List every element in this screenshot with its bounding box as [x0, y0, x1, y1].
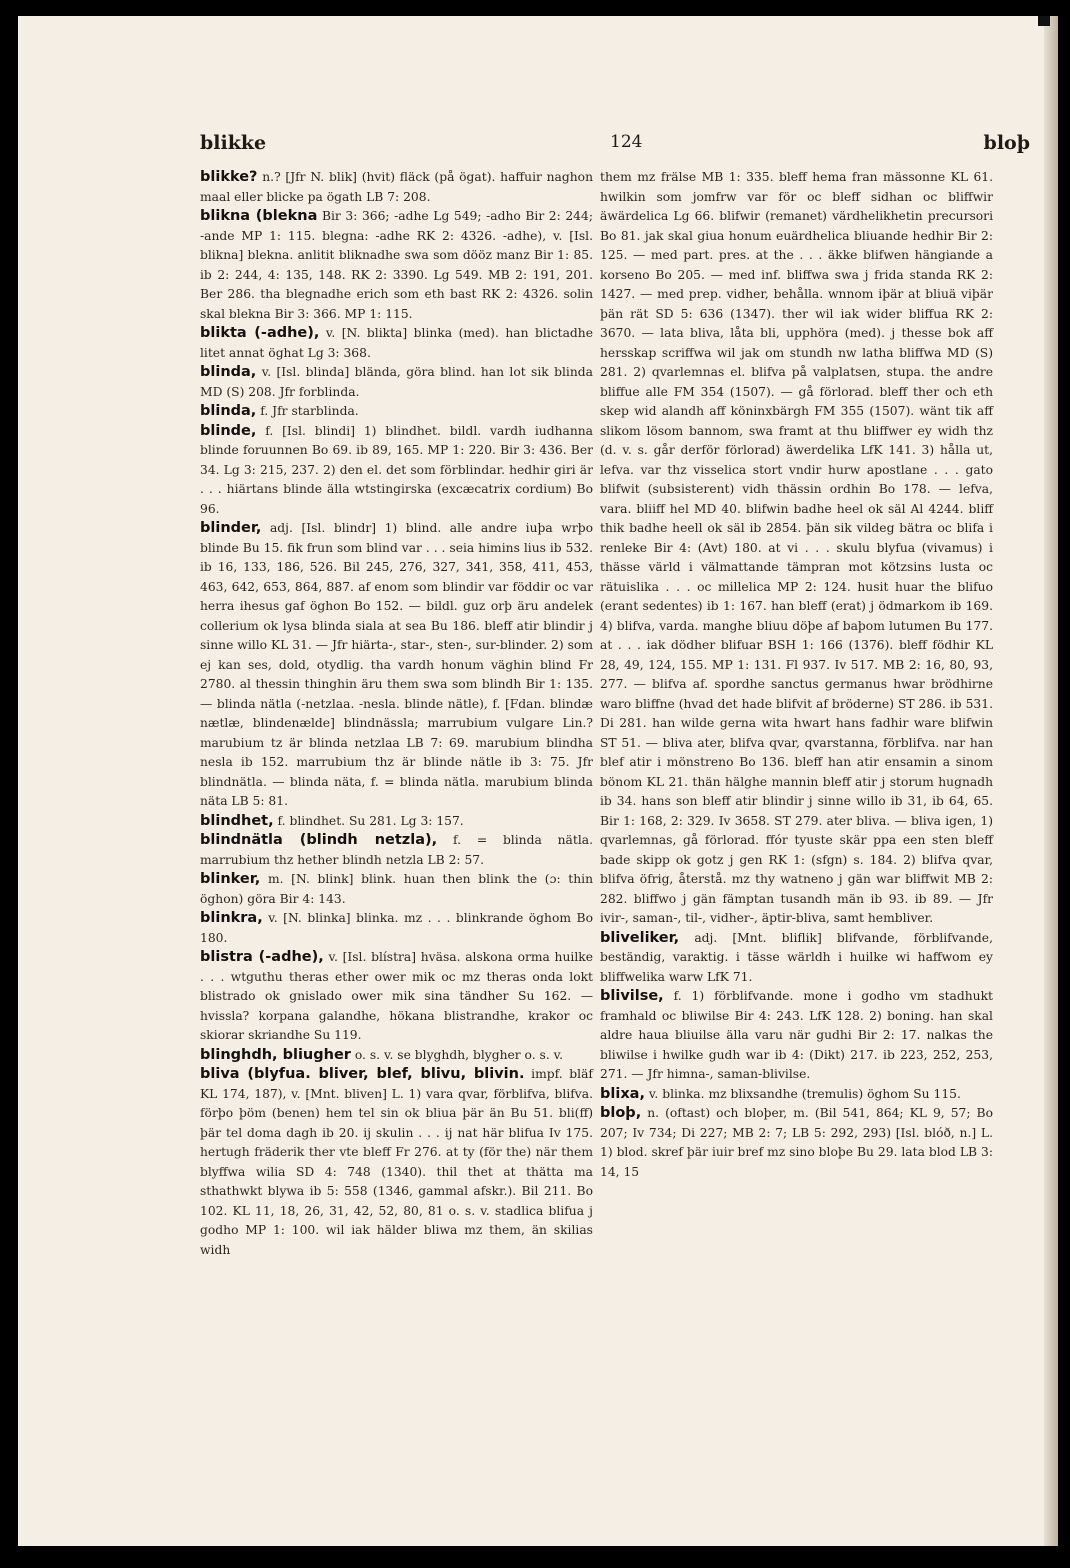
entry-headword: blinghdh, bliugher	[200, 1046, 351, 1063]
dictionary-entry	[200, 812, 593, 832]
dictionary-entry	[200, 207, 593, 324]
entry-headword: blivilse,	[600, 988, 664, 1004]
entry-headword: blindhet,	[200, 812, 274, 829]
entry-headword: blinda,	[200, 364, 257, 380]
entry-definition: adj. [Mnt. bliflik] blifvande, förblifvande, beständig, varaktig. i tässe wärldh i huilke wi haffwom ey bliffwelika warw LfK 71.	[600, 930, 993, 984]
entry-definition: adj. [Isl. blindr] 1) blind. alle andre iuþa wrþo blinde Bu 15. fik frun som blind var . . . seia himins lius ib 532. ib 16, 133, 186, 526. Bil 245, 276, 327, 341, 358, 411, 453, 463, 642, 653, 864, 887. af enom som blindir var föddir oc var herra ihesus gaf öghon Bo 152. — bildl. guz orþ äru andelek collerium ok lysa blinda siala at sea Bu 186. bleff atir blindir j sinne willo KL 31. — Jfr hiärta-, star-, sten-, sur-blinder. 2) som ej kan ses, dold, otydlig. tha vardh honum väghin blind Fr 2780. al thessin thinghin äru them swa som blindh Bir 1: 135. — blinda nätla (-netzlaa. -nesla. blinde nätle), f. [Fdan. blindæ nætlæ, blindenælde] blindnässla; marrubium vulgare Lin.? marubium tz är blinda netzlaa LB 7: 69. marubium blindha nesla ib 152. marrubium thz är blinde nätle ib 3: 75. Jfr blindnätla. — blinda näta, f. = blinda nätla. marubium blinda näta LB 5: 81.	[200, 521, 593, 808]
dictionary-entry	[200, 168, 593, 207]
dictionary-entry	[200, 948, 593, 1046]
page-gutter	[1044, 16, 1058, 1546]
dictionary-entry	[200, 909, 593, 948]
entry-definition: f. [Isl. blindi] 1) blindhet. bildl. vardh iudhanna blinde foruunnen Bo 69. ib 89, 165. MP 1: 220. Bir 3: 436. Ber 34. Lg 3: 215, 237. 2) den el. det som förblindar. hedhir giri är . . . hiärtans blinde älla wtstingirska (excæcatrix cordium) Bo 96.	[200, 423, 593, 516]
header-right-guideword: bloþ	[983, 132, 1030, 154]
dictionary-entry	[200, 422, 593, 520]
dictionary-entry	[200, 363, 593, 402]
entry-definition: n.? [Jfr N. blik] (hvit) fläck (på ögat). haffuir naghon maal eller blicke pa ögath LB 7: 208.	[200, 170, 593, 204]
dictionary-entry	[600, 987, 993, 1085]
dictionary-entry	[200, 324, 593, 363]
entry-definition: v. blinka. mz blixsandhe (tremulis) öghom Su 115.	[648, 1086, 961, 1101]
entry-headword: blinkra,	[200, 910, 263, 926]
entry-definition: o. s. v. se blyghdh, blygher o. s. v.	[354, 1047, 564, 1062]
entry-definition: them mz frälse MB 1: 335. bleff hema fran mässonne KL 61. hwilkin som jomfrw var för oc bleff sidhan oc bliffwir äwärdelica Lg 66. blifwir (remanet) värdhelikhetin precursori Bo 81. jak skal giua honum euärdhelica bliuande hedhir Bir 2: 125. — med part. pres. at the . . . äkke blifwen hängiande a korseno Bo 205. — med inf. bliffwa swa j frida standa RK 2: 1427. — med prep. vidher, behålla. wnnom iþär at bliuä viþär þän rät SD 5: 636 (1347). ther wil iak wider bliffua RK 2: 3670. — lata bliva, låta bli, upphöra (med). j thesse bok aff hersskap scriffwa wil jak om stundh nw latha bliffwa MD (S) 281. 2) qvarlemnas el. blifva på valplatsen, stupa. the andre bliffue alle FM 354 (1507). — gå förlorad. bleff ther och eth skep wid alandh aff köninxbärgh FM 355 (1507). wänt tik aff slikom lösom bannom, swa framt at thu bliffwer ey widh thz (d. v. s. går derför förlorad) äwerdelika LfK 141. 3) hålla ut, lefva. var thz visselica stort vndir hurw apostlane . . . gato blifwit (subsisterent) vidh thässin ordhin Bo 178. — lefva, vara. bliiff hel MD 40. blifwin badhe heel ok säl Al 4244. bliff thik badhe heell ok säl ib 2854. þän sik vildeg bätra oc blifa i renleke Bir 4: (Avt) 180. at vi . . . skulu blyfua (vivamus) i thässe värld i välmattande tämpran mot kötzsins lusta oc rätuislika . . . oc millelica MP 2: 124. husit huar the blifuo (erant sedentes) ib 1: 167. han bleff (erat) j ödmarkom ib 169. 4) blifva, varda. manghe bliuu döþe af baþom lutumen Bu 177. at . . . iak dödher blifuar BSH 1: 166 (1376). bleff födhir KL 28, 49, 124, 155. MP 1: 131. Fl 937. Iv 517. MB 2: 16, 80, 93, 277. — blifva af. spordhe sanctus germanus hwar brödhirne waro bliffne (hvad det hade blifvit af bröderne) ST 286. ib 531. Di 281. han wilde gerna wita hwart hans fadhir ware blifwin ST 51. — bliva ater, blifva qvar, qvarstanna, förblifva. nar han blef atir i mönstreno Bo 136. bleff han atir ensamin a sinom bönom KL 21. thän hälghe mannin bleff atir j storum hugnadh ib 34. hans son bleff atir blindir j sinne willo ib 31, ib 64, 65. Bir 1: 168, 2: 329. Iv 3658. ST 279. ater bliva. — bliva igen, 1) qvarlemnas, gå förlorad. ffór tyuste skär ppa een sten bleff bade skipp ok gotz j gen RK 1: (sfgn) s. 184. 2) blifva qvar, blifva öfrig, återstå. mz thy watneno j gän war bliffwit MB 2: 282. bliffwo j gän fämptan tusandh män ib 93. ib 89. — Jfr ivir-, saman-, til-, vidher-, äptir-bliva, samt hembliver.	[600, 170, 993, 925]
entry-headword: bloþ,	[600, 1105, 642, 1121]
dictionary-page	[18, 16, 1058, 1546]
entry-headword: blinker,	[200, 871, 261, 887]
dictionary-entry	[600, 168, 993, 929]
left-column	[200, 168, 593, 1260]
entry-definition: v. [Isl. blístra] hväsa. alskona orma huilke . . . wtguthu theras ether ower mik oc mz theras onda lokt blistrado ok gnislado ower mik sina tändher Su 162. — hvissla? korpana galandhe, hökana blistrandhe, krakor oc skiorar skriandhe Su 119.	[200, 950, 593, 1042]
entry-headword: blinda,	[200, 403, 257, 419]
entry-definition: f. blindhet. Su 281. Lg 3: 157.	[277, 813, 464, 828]
entry-headword: blistra (-adhe),	[200, 949, 324, 965]
entry-headword: bliveliker,	[600, 929, 680, 946]
page-number: 124	[610, 132, 643, 152]
dictionary-entry	[200, 870, 593, 909]
entry-headword: blikna (blekna	[200, 208, 318, 224]
entry-definition: v. [Isl. blinda] blända, göra blind. han lot sik blinda MD (S) 208. Jfr forblinda.	[200, 365, 593, 399]
entry-headword: blinder,	[200, 520, 262, 536]
entry-definition: f. 1) förblifvande. mone i godho vm stadhukt framhald oc bliwilse Bir 4: 243. LfK 128. 2) boning. han skal aldre haua bliuilse älla varu när gudhi Bir 2: 17. nalkas the bliwilse i hwilke gudh war ib 4: (Dikt) 217. ib 223, 252, 253, 271. — Jfr himna-, saman-blivilse.	[600, 989, 993, 1081]
corner-mark	[1038, 16, 1050, 26]
entry-headword: blixa,	[600, 1085, 645, 1102]
dictionary-entry	[600, 929, 993, 988]
dictionary-entry	[600, 1104, 993, 1182]
entry-definition: m. [N. blink] blink. huan then blink the (ɔ: thin öghon) göra Bir 4: 143.	[200, 872, 593, 906]
dictionary-entry	[200, 402, 593, 422]
dictionary-entry	[200, 1046, 593, 1066]
page-header	[200, 132, 1030, 156]
dictionary-entry	[600, 1085, 993, 1105]
header-left-guideword: blikke	[200, 132, 267, 154]
entry-headword: blindnätla (blindh netzla),	[200, 832, 438, 848]
entry-headword: bliva (blyfua. bliver, blef, blivu, blivin.	[200, 1066, 525, 1082]
entry-definition: impf. bläf KL 174, 187), v. [Mnt. bliven] L. 1) vara qvar, förblifva, blifva. förþo þöm (benen) hem tel sin ok bliua þär än Bu 51. bli(ff) þär tel doma dagh ib 20. ij skulin . . . ij nat här blifua Iv 175. hertugh fräderik ther vte bleff Fr 276. at ty (för the) när them blyffwa wilia SD 4: 748 (1340). thil thet at thätta ma sthathwkt blywa ib 5: 558 (1346, gammal afskr.). Bil 211. Bo 102. KL 11, 18, 26, 31, 42, 52, 80, 81 o. s. v. stadlica blifua j godho MP 1: 100. wil iak hälder bliwa mz them, än skilias widh	[200, 1067, 593, 1257]
entry-headword: blikke?	[200, 169, 258, 185]
right-column	[600, 168, 993, 1182]
entry-definition: n. (oftast) och bloþer, m. (Bil 541, 864; KL 9, 57; Bo 207; Iv 734; Di 227; MB 2: 7; LB 5: 292, 293) [Isl. blóð, n.] L. 1) blod. skref þär iuir bref mz sino bloþe Bu 29. lata blod LB 3: 14, 15	[600, 1106, 993, 1179]
entry-headword: blikta (-adhe),	[200, 325, 320, 341]
entry-definition: f. = blinda nätla. marrubium thz hether blindh netzla LB 2: 57.	[200, 833, 593, 867]
dictionary-entry	[200, 1065, 593, 1260]
entry-headword: blinde,	[200, 422, 257, 439]
entry-definition: f. Jfr starblinda.	[260, 404, 359, 418]
entry-definition: Bir 3: 366; -adhe Lg 549; -adho Bir 2: 244; -ande MP 1: 115. blegna: -adhe RK 2: 4326. -adhe), v. [Isl. blikna] blekna. anlitit bliknadhe swa som dööz manz Bir 1: 85. ib 2: 244, 4: 135, 148. RK 2: 3390. Lg 549. MB 2: 191, 201. Ber 286. tha blegnadhe erich som eth bast RK 2: 4326. solin skal blekna Bir 3: 366. MP 1: 115.	[200, 209, 593, 321]
dictionary-entry	[200, 831, 593, 870]
entry-definition: v. [N. blikta] blinka (med). han blictadhe litet annat öghat Lg 3: 368.	[200, 326, 593, 360]
entry-definition: v. [N. blinka] blinka. mz . . . blinkrande öghom Bo 180.	[200, 911, 593, 945]
dictionary-entry	[200, 519, 593, 812]
